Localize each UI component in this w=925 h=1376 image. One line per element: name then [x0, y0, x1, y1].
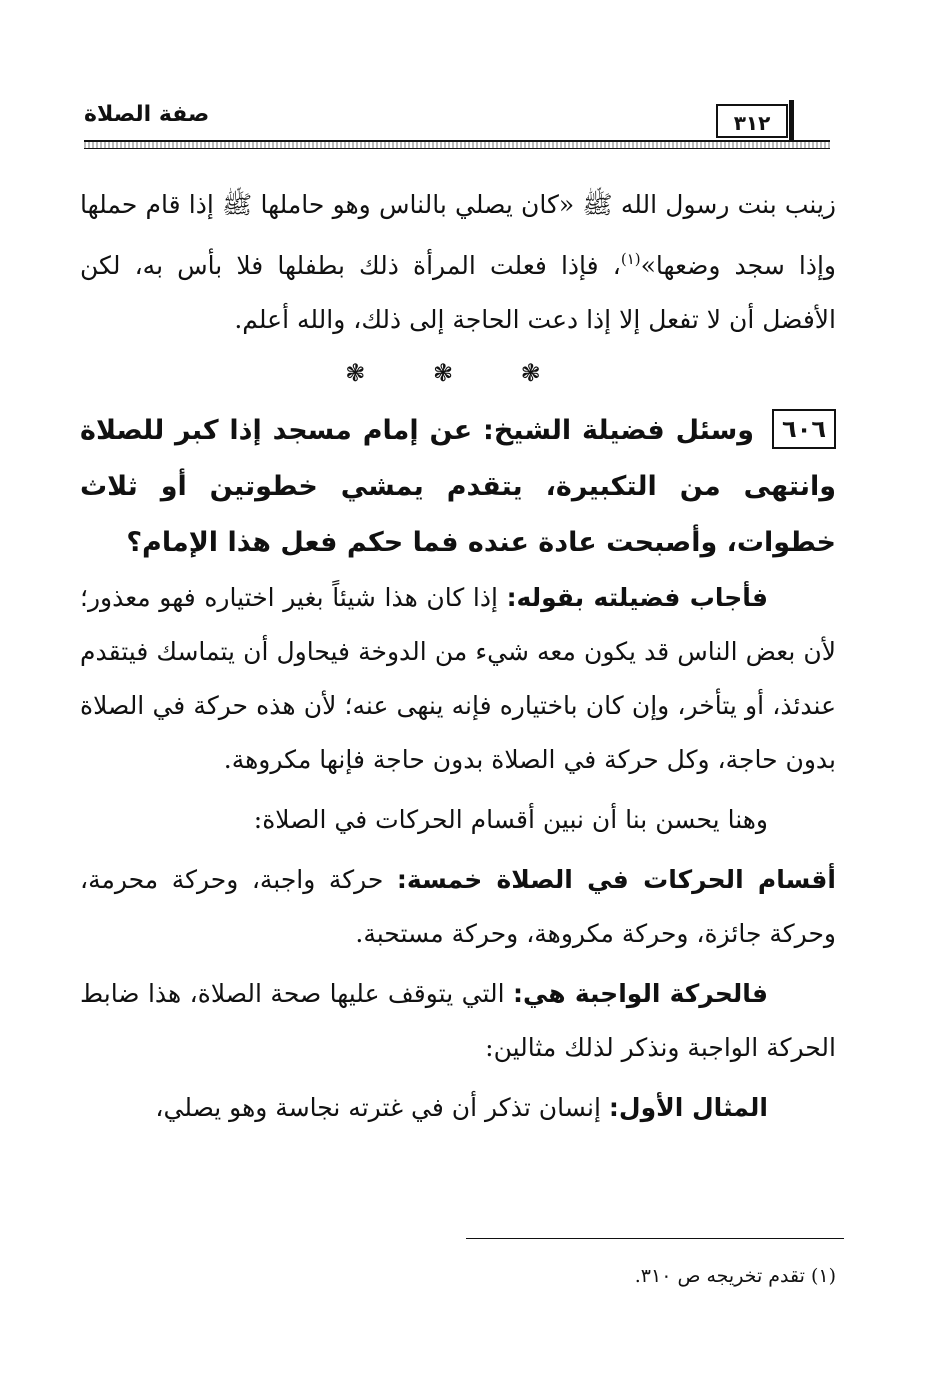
- example1-lead: المثال الأول:: [608, 1093, 768, 1122]
- intro-paragraph: وهنا يحسن بنا أن نبين أقسام الحركات في الصلاة:: [253, 805, 768, 834]
- categories-lead: أقسام الحركات في الصلاة خمسة:: [396, 865, 836, 894]
- answer-text: إذا كان هذا شيئاً بغير اختياره فهو معذور؛ لأن بعض الناس قد يكون معه شيء من الدوخة فيحاول أن يتماسك فيتقدم عندئذ، أو يتأخر، وإن كان باختياره فإنه ينهى عنه؛ لأن هذه حركة في الصلاة بدون حاجة، وكل حركة في الصلاة بدون حاجة فإنها مكروهة.: [80, 583, 836, 774]
- continuation-text: زينب بنت رسول الله ﷺ «كان يصلي بالناس وهو حاملها ﷺ إذا قام حملها وإذا سجد وضعها»: [80, 190, 837, 280]
- question-paragraph: [80, 403, 836, 571]
- header-rule: [84, 140, 830, 149]
- answer-lead: فأجاب فضيلته بقوله:: [506, 583, 769, 612]
- continuation-paragraph: [80, 178, 836, 347]
- footnote-rule: [466, 1238, 844, 1239]
- categories-text: حركة واجبة، وحركة محرمة، وحركة جائزة، وحركة مكروهة، وحركة مستحبة.: [80, 865, 836, 948]
- categories-paragraph: [80, 853, 836, 961]
- running-title: صفة الصلاة: [84, 102, 210, 127]
- footnote: (١) تقدم تخريجه ص ٣١٠.: [634, 1265, 836, 1287]
- obligatory-lead: فالحركة الواجبة هي:: [513, 979, 769, 1008]
- obligatory-paragraph: [80, 967, 836, 1075]
- section-separator: ❃ ❃ ❃: [345, 359, 571, 387]
- example1-text: إنسان تذكر أن في غترته نجاسة وهو يصلي،: [155, 1093, 601, 1122]
- page-number: ٣١٢: [716, 104, 788, 138]
- page-body: [80, 178, 836, 1135]
- question-number: ٦٠٦: [772, 409, 836, 449]
- footnote-reference: (١): [620, 250, 641, 268]
- example1-paragraph: [80, 1081, 836, 1135]
- answer-paragraph: [80, 571, 836, 787]
- question-text: وسئل فضيلة الشيخ: عن إمام مسجد إذا كبر للصلاة وانتهى من التكبيرة، يتقدم يمشي خطوتين أو ثلاث خطوات، وأصبحت عادة عنده فما حكم فعل هذا الإمام؟: [80, 415, 836, 558]
- page-header: [84, 96, 830, 154]
- continuation-tail: ، فإذا فعلت المرأة ذلك بطفلها فلا بأس به، لكن الأفضل أن لا تفعل إلا إذا دعت الحاجة إلى ذلك، والله أعلم.: [80, 251, 836, 334]
- obligatory-text: التي يتوقف عليها صحة الصلاة، هذا ضابط الحركة الواجبة ونذكر لذلك مثالين:: [80, 979, 836, 1062]
